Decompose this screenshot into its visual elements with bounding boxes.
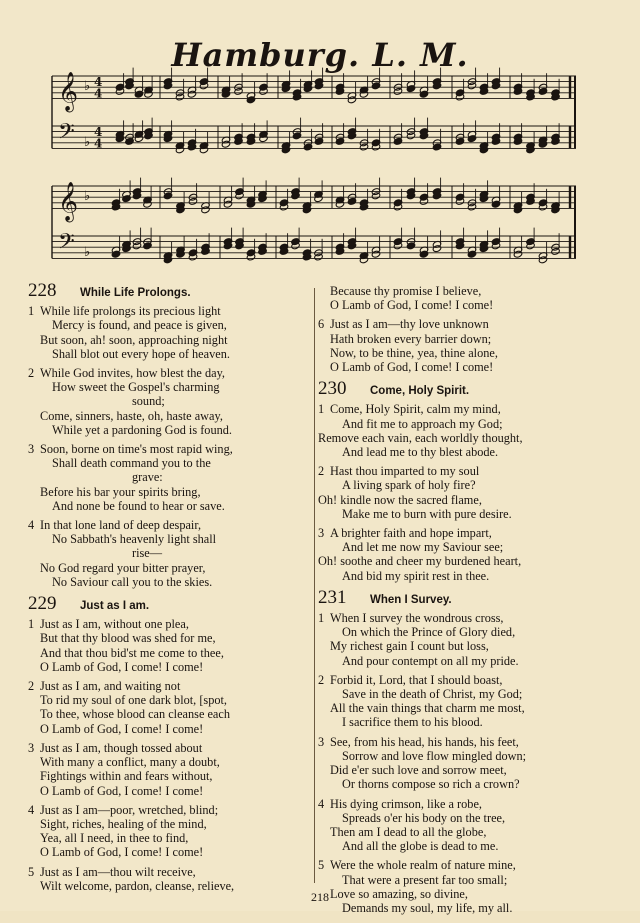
verse-number: 2 (318, 464, 325, 479)
verse-text: All the vain things that charm me most, (330, 701, 525, 716)
svg-text:♭: ♭ (84, 244, 91, 260)
verse-line (28, 660, 314, 674)
verse-number: 1 (28, 304, 35, 319)
svg-text:4: 4 (94, 86, 103, 101)
verse-text: His dying crimson, like a robe, (330, 796, 482, 811)
verse-line (28, 631, 314, 645)
verse (28, 617, 314, 674)
hymn-number: 231 (318, 586, 347, 608)
music-system-1 (50, 66, 578, 172)
verse-text: Soon, borne on time's most rapid wing, (40, 442, 233, 457)
verse-line (318, 431, 614, 445)
verse-number: 3 (28, 442, 35, 457)
verse-line (28, 366, 314, 380)
verse-line (28, 679, 314, 693)
svg-text:𝄞: 𝄞 (58, 181, 79, 222)
verse-number: 4 (28, 518, 35, 533)
verse-line (28, 347, 314, 361)
svg-text:♭: ♭ (84, 79, 91, 95)
verse-text: In that lone land of deep despair, (40, 518, 202, 533)
svg-text:4: 4 (94, 136, 103, 151)
verse-text: O Lamb of God, I come! I come! (330, 298, 494, 313)
verse-text: But that thy blood was shed for me, (40, 631, 216, 646)
verse-line (318, 701, 614, 715)
verse-text: Hath broken every barrier down; (330, 331, 492, 346)
svg-text:𝄞: 𝄞 (58, 71, 79, 112)
verse-line (28, 532, 314, 546)
verse-number: 4 (318, 796, 325, 811)
verse-text: Come, sinners, haste, oh, haste away, (40, 408, 223, 423)
verse-line (318, 825, 614, 839)
verse (318, 317, 614, 374)
verse-text: While God invites, how blest the day, (40, 366, 225, 381)
verse-text: Just as I am, and waiting not (40, 679, 181, 694)
verse-text: Sight, riches, healing of the mind, (40, 816, 207, 831)
verse-text: Wilt welcome, pardon, cleanse, relieve, (40, 878, 235, 893)
hymn-number: 229 (28, 593, 57, 615)
verse (28, 304, 314, 361)
verse-text: Sorrow and love flow mingled down; (342, 748, 527, 763)
verse-line (28, 318, 314, 332)
column-divider (314, 288, 315, 883)
svg-text:♭: ♭ (84, 189, 91, 205)
svg-text:♭: ♭ (84, 134, 91, 150)
verse-text: While yet a pardoning God is found. (52, 422, 232, 437)
verse-line (318, 654, 614, 668)
verse-line (318, 811, 614, 825)
verse-text: Oh! kindle now the sacred flame, (318, 492, 482, 507)
verse-text: grave: (132, 470, 163, 485)
verse (318, 735, 614, 792)
verse-text: Just as I am—thy love unknown (330, 317, 489, 332)
verse-line (28, 380, 314, 394)
hymn (28, 280, 314, 589)
verse-number: 1 (318, 611, 325, 626)
verse-line (28, 423, 314, 437)
verse (318, 526, 614, 583)
verse-text: A brighter faith and hope impart, (330, 526, 492, 541)
verse-line (318, 346, 614, 360)
verse-line (28, 304, 314, 318)
verse-text: Then am I dead to all the globe, (330, 824, 487, 839)
verse-text: Just as I am, though tossed about (40, 740, 203, 755)
verse-line (28, 817, 314, 831)
verse-line (28, 769, 314, 783)
verse (318, 464, 614, 521)
verse-text: Did e'er such love and sorrow meet, (330, 763, 507, 778)
verse-line (28, 741, 314, 755)
svg-text:𝄢: 𝄢 (58, 119, 75, 150)
verse-text: Make me to burn with pure desire. (342, 506, 512, 521)
hymn (318, 378, 614, 583)
verse-line (28, 470, 314, 484)
verse-number: 2 (28, 679, 35, 694)
verse-line (318, 554, 614, 568)
hymn-header (318, 586, 614, 608)
verse (28, 366, 314, 437)
verse-line (318, 777, 614, 791)
verse-text: Remove each vain, each worldly thought, (318, 430, 523, 445)
verse-line (28, 831, 314, 845)
verse-text: And bid my spirit rest in thee. (342, 568, 490, 583)
verse (28, 865, 314, 893)
verse-text: But soon, ah! soon, approaching night (40, 332, 228, 347)
verse-line (318, 284, 614, 298)
verse-text: And that thou bid'st me come to thee, (40, 645, 224, 660)
verse-text: Hast thou imparted to my soul (330, 464, 480, 479)
verse-line (28, 722, 314, 736)
verse-text: And all the globe is dead to me. (342, 839, 499, 854)
verse-line (318, 360, 614, 374)
verse-line (28, 865, 314, 879)
verse-line (318, 858, 614, 872)
verse-line (318, 687, 614, 701)
verse-text: When I survey the wondrous cross, (330, 611, 504, 626)
verse (318, 673, 614, 730)
verse-line (28, 646, 314, 660)
hymn-title: While Life Prolongs. (80, 287, 191, 299)
verse-line (318, 540, 614, 554)
verse-line (28, 499, 314, 513)
verse-line (28, 845, 314, 859)
verse-text: Yea, all I need, in thee to find, (40, 831, 189, 846)
verse-line (318, 464, 614, 478)
page-number: 218 (311, 890, 329, 904)
verse-text: Demands my soul, my life, my all. (342, 900, 513, 915)
verse-line (318, 332, 614, 346)
verse-line (318, 402, 614, 416)
verse-line (318, 417, 614, 431)
verse-line (28, 784, 314, 798)
verse-line (28, 707, 314, 721)
verse-line (28, 442, 314, 456)
verse-text: Fightings within and fears without, (40, 769, 213, 784)
hymn-title: Come, Holy Spirit. (370, 385, 470, 398)
verse-text: Or thorns compose so rich a crown? (342, 777, 520, 792)
left-column (28, 280, 314, 901)
verse-text: And let me now my Saviour see; (342, 540, 504, 555)
verse-line (318, 445, 614, 459)
verse-text: Love so amazing, so divine, (330, 886, 468, 901)
verse-line (318, 673, 614, 687)
verse-text: That were a present far too small; (342, 872, 508, 887)
verse-line (28, 803, 314, 817)
verse-line (318, 797, 614, 811)
verse-number: 1 (318, 402, 325, 417)
verse-number: 5 (318, 858, 325, 873)
verse-line (28, 518, 314, 532)
verse-number: 2 (318, 672, 325, 687)
hymn-header (318, 378, 614, 400)
verse-number: 6 (318, 317, 325, 332)
hymn-number: 230 (318, 378, 347, 400)
verse-text: Before his bar your spirits bring, (40, 484, 201, 499)
verse-line (28, 409, 314, 423)
verse-line (28, 394, 314, 408)
verse-text: Forbid it, Lord, that I should boast, (330, 672, 503, 687)
verse-text: See, from his head, his hands, his feet, (330, 734, 519, 749)
tune-title: Hamburg. L. M. (171, 36, 469, 74)
music-system-2 (50, 176, 578, 278)
hymn-header (28, 593, 314, 615)
verse-line (318, 298, 614, 312)
verse-number: 5 (28, 864, 35, 879)
hymn (28, 593, 314, 893)
verse-line (318, 749, 614, 763)
verse (318, 797, 614, 854)
verse-line (28, 333, 314, 347)
verse-text: On which the Prince of Glory died, (342, 625, 516, 640)
verse-line (318, 317, 614, 331)
verse (28, 803, 314, 860)
verse (318, 284, 614, 312)
verse-line (318, 611, 614, 625)
verse-text: And fit me to approach my God; (342, 416, 503, 431)
verse-line (28, 575, 314, 589)
verse-text: To rid my soul of one dark blot, [spot, (40, 693, 227, 708)
verse-text: How sweet the Gospel's charming (52, 380, 220, 395)
verse-line (318, 569, 614, 583)
verse-number: 3 (28, 740, 35, 755)
right-column (318, 284, 614, 923)
verse (28, 518, 314, 589)
verse-text: And pour contempt on all my pride. (342, 653, 519, 668)
verse-line (318, 763, 614, 777)
verse-text: Mercy is found, and peace is given, (52, 318, 227, 333)
verse-text: Shall death command you to the (52, 456, 211, 471)
verse-text: No Saviour call you to the skies. (52, 574, 213, 589)
verse-text: Oh! soothe and cheer my burdened heart, (318, 554, 522, 569)
hymn-title: When I Survey. (370, 593, 452, 606)
verse-text: With many a conflict, many a doubt, (40, 755, 220, 770)
verse-text: Because thy promise I believe, (330, 284, 482, 298)
verse-text: Shall blot out every hope of heaven. (52, 346, 230, 361)
verse-text: Come, Holy Spirit, calm my mind, (330, 402, 501, 417)
hymn-title: Just as I am. (80, 600, 150, 613)
verse-line (28, 693, 314, 707)
verse-line (318, 526, 614, 540)
verse (28, 442, 314, 513)
verse-line (318, 715, 614, 729)
verse-line (28, 561, 314, 575)
verse-line (28, 485, 314, 499)
verse-text: No God regard your bitter prayer, (40, 560, 206, 575)
svg-text:𝄢: 𝄢 (58, 229, 75, 260)
verse-line (28, 617, 314, 631)
hymn (318, 284, 614, 374)
verse-text: Just as I am, without one plea, (40, 617, 189, 632)
verse-text: And lead me to thy blest abode. (342, 445, 499, 460)
verse-line (318, 839, 614, 853)
verse-text: While life prolongs its precious light (40, 304, 221, 319)
verse-text: I sacrifice them to his blood. (342, 715, 483, 730)
verse-number: 3 (318, 734, 325, 749)
verse-text: To thee, whose blood can cleanse each (40, 707, 231, 722)
verse-number: 2 (28, 366, 35, 381)
verse (318, 402, 614, 459)
svg-text:4: 4 (94, 75, 103, 90)
verse-text: Were the whole realm of nature mine, (330, 858, 516, 873)
verse-number: 4 (28, 802, 35, 817)
verse-text: sound; (132, 394, 165, 409)
verse-text: Spreads o'er his body on the tree, (342, 810, 506, 825)
verse (318, 611, 614, 668)
verse-text: Now, to be thine, yea, thine alone, (330, 345, 498, 360)
verse-line (28, 456, 314, 470)
verse-text: My richest gain I count but loss, (330, 639, 489, 654)
verse-text: O Lamb of God, I come! I come! (40, 659, 204, 674)
verse-line (28, 546, 314, 560)
verse-line (318, 478, 614, 492)
verse-line (318, 873, 614, 887)
verse-line (28, 755, 314, 769)
verse (318, 858, 614, 915)
verse-line (318, 507, 614, 521)
verse-text: A living spark of holy fire? (342, 478, 476, 493)
verse-line (318, 639, 614, 653)
hymn (318, 586, 614, 915)
verse-text: Just as I am—poor, wretched, blind; (40, 802, 219, 817)
verse-text: Just as I am—thou wilt receive, (40, 864, 196, 879)
verse (28, 679, 314, 736)
verse-text: No Sabbath's heavenly light shall (52, 532, 217, 547)
verse-text: O Lamb of God, I come! I come! (40, 721, 204, 736)
hymn-number: 228 (28, 280, 57, 301)
verse-text: Save in the death of Christ, my God; (342, 687, 523, 702)
verse-text: O Lamb of God, I come! I come! (330, 360, 494, 375)
verse (28, 741, 314, 798)
verse-number: 1 (28, 617, 35, 632)
verse-line (318, 493, 614, 507)
verse-text: And none be found to hear or save. (52, 498, 225, 513)
hymn-header (28, 280, 314, 301)
verse-line (318, 625, 614, 639)
verse-text: O Lamb of God, I come! I come! (40, 783, 204, 798)
verse-number: 3 (318, 526, 325, 541)
verse-line (318, 735, 614, 749)
verse-text: O Lamb of God, I come! I come! (40, 845, 204, 860)
verse-text: rise— (132, 546, 163, 561)
svg-text:4: 4 (94, 125, 103, 140)
